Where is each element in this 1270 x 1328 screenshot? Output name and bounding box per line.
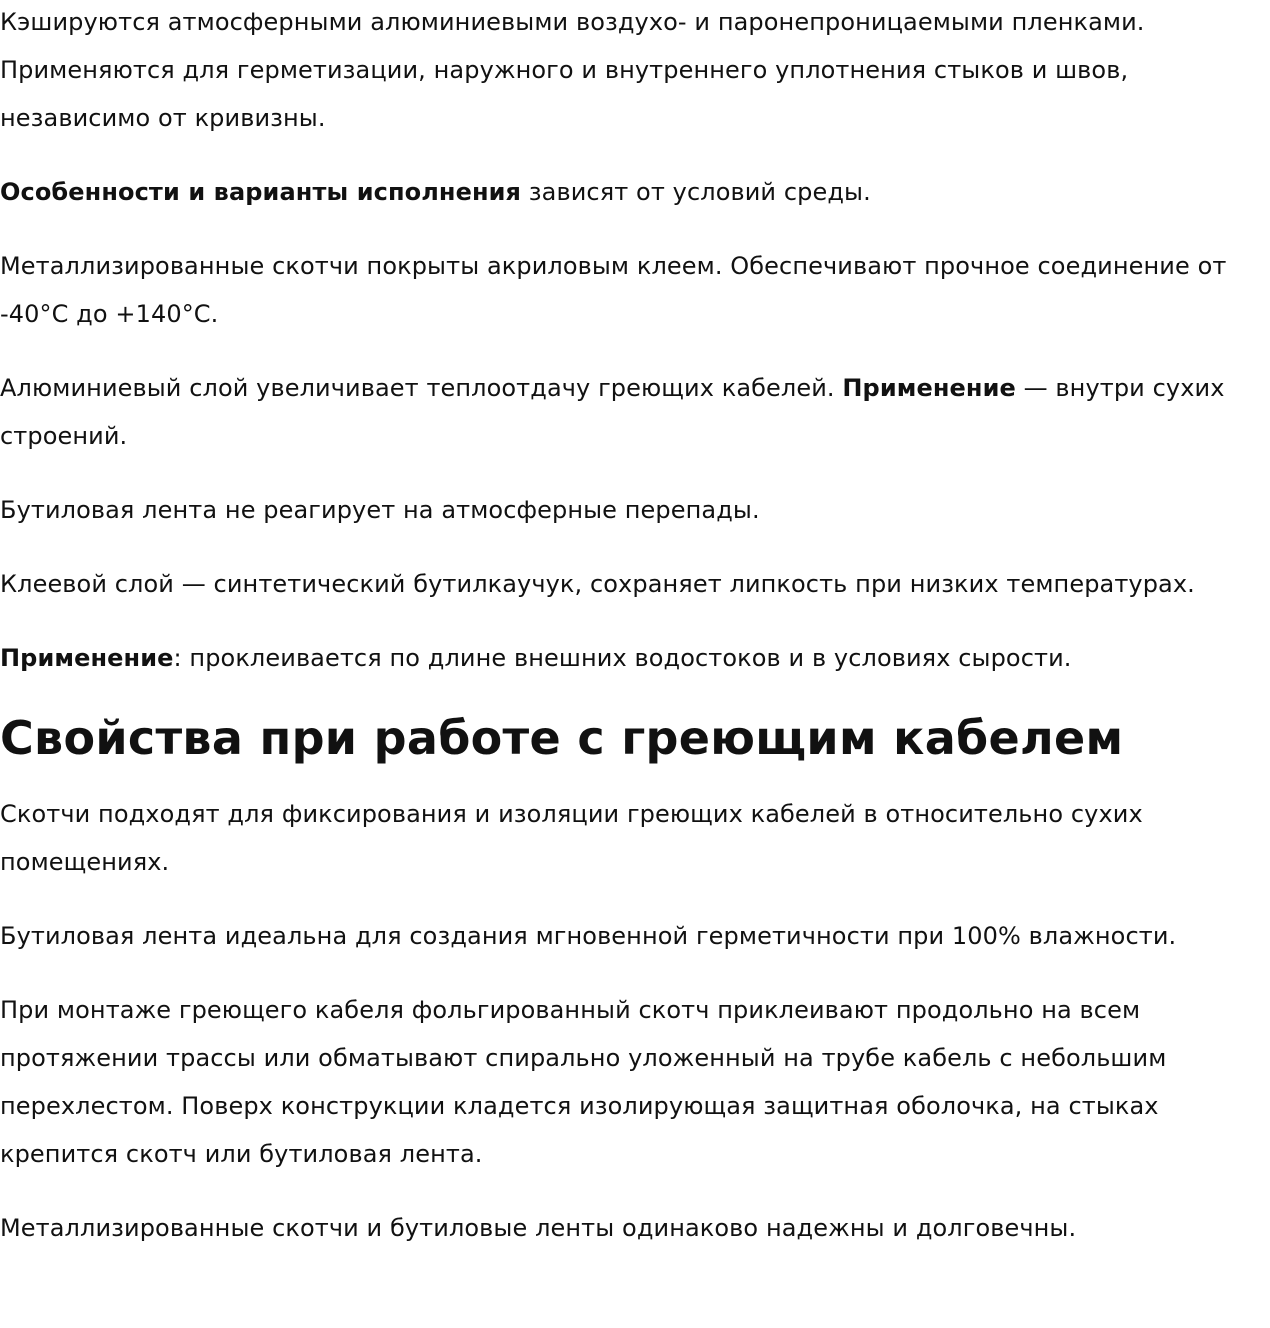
aluminium-layer-paragraph (0, 364, 1270, 460)
butyl-tape-paragraph (0, 486, 1270, 534)
variants-bold-term: Особенности и варианты исполнения (0, 178, 522, 206)
metal-tapes-paragraph (0, 242, 1270, 338)
butyl-ideal-text: Бутиловая лента идеальна для создания мгновенной герметичности при 100% влажности. (0, 922, 1177, 950)
aluminium-application-text: — внутри сухих строений. (0, 374, 1225, 450)
conclusion-paragraph (0, 1204, 1270, 1252)
cable-fixing-text: Скотчи подходят для фиксирования и изоляции греющих кабелей в относительно сухих помещениях. (0, 800, 1143, 876)
section-heading: Свойства при работе с греющим кабелем (0, 711, 1124, 765)
butyl-tape-text: Бутиловая лента не реагирует на атмосферные перепады. (0, 496, 760, 524)
intro-paragraph (0, 0, 1270, 142)
metal-tapes-text: Металлизированные скотчи покрыты акриловым клеем. Обеспечивают прочное соединение от -40°C до +140°C. (0, 252, 1227, 328)
conclusion-text: Металлизированные скотчи и бутиловые ленты одинаково надежны и долговечны. (0, 1214, 1077, 1242)
butyl-application-text: : проклеивается по длине внешних водостоков и в условиях сырости. (173, 644, 1072, 672)
adhesive-layer-text: Клеевой слой — синтетический бутилкаучук, сохраняет липкость при низких температурах. (0, 570, 1195, 598)
mounting-text: При монтаже греющего кабеля фольгированный скотч приклеивают продольно на всем протяжении трассы или обматывают спирально уложенный на трубе кабель с небольшим перехлестом. Поверх конструкции кладется изолирующая защитная оболочка, на стыках крепится скотч или бутиловая лента. (0, 996, 1167, 1168)
butyl-application-paragraph (0, 634, 1270, 682)
butyl-ideal-paragraph (0, 912, 1270, 960)
aluminium-layer-text: Алюминиевый слой увеличивает теплоотдачу греющих кабелей. (0, 374, 843, 402)
variants-paragraph (0, 168, 1270, 216)
aluminium-application-term: Применение (842, 374, 1016, 402)
mounting-paragraph (0, 986, 1270, 1178)
cable-fixing-paragraph (0, 790, 1270, 886)
adhesive-layer-paragraph (0, 560, 1270, 608)
butyl-application-term: Применение (0, 644, 174, 672)
intro-text: Кэшируются атмосферными алюминиевыми воздухо- и паронепроницаемыми пленками. Применяются для герметизации, наружного и внутреннего уплотнения стыков и швов, независимо от кривизны. (0, 8, 1145, 132)
variants-text: зависят от условий среды. (521, 178, 871, 206)
